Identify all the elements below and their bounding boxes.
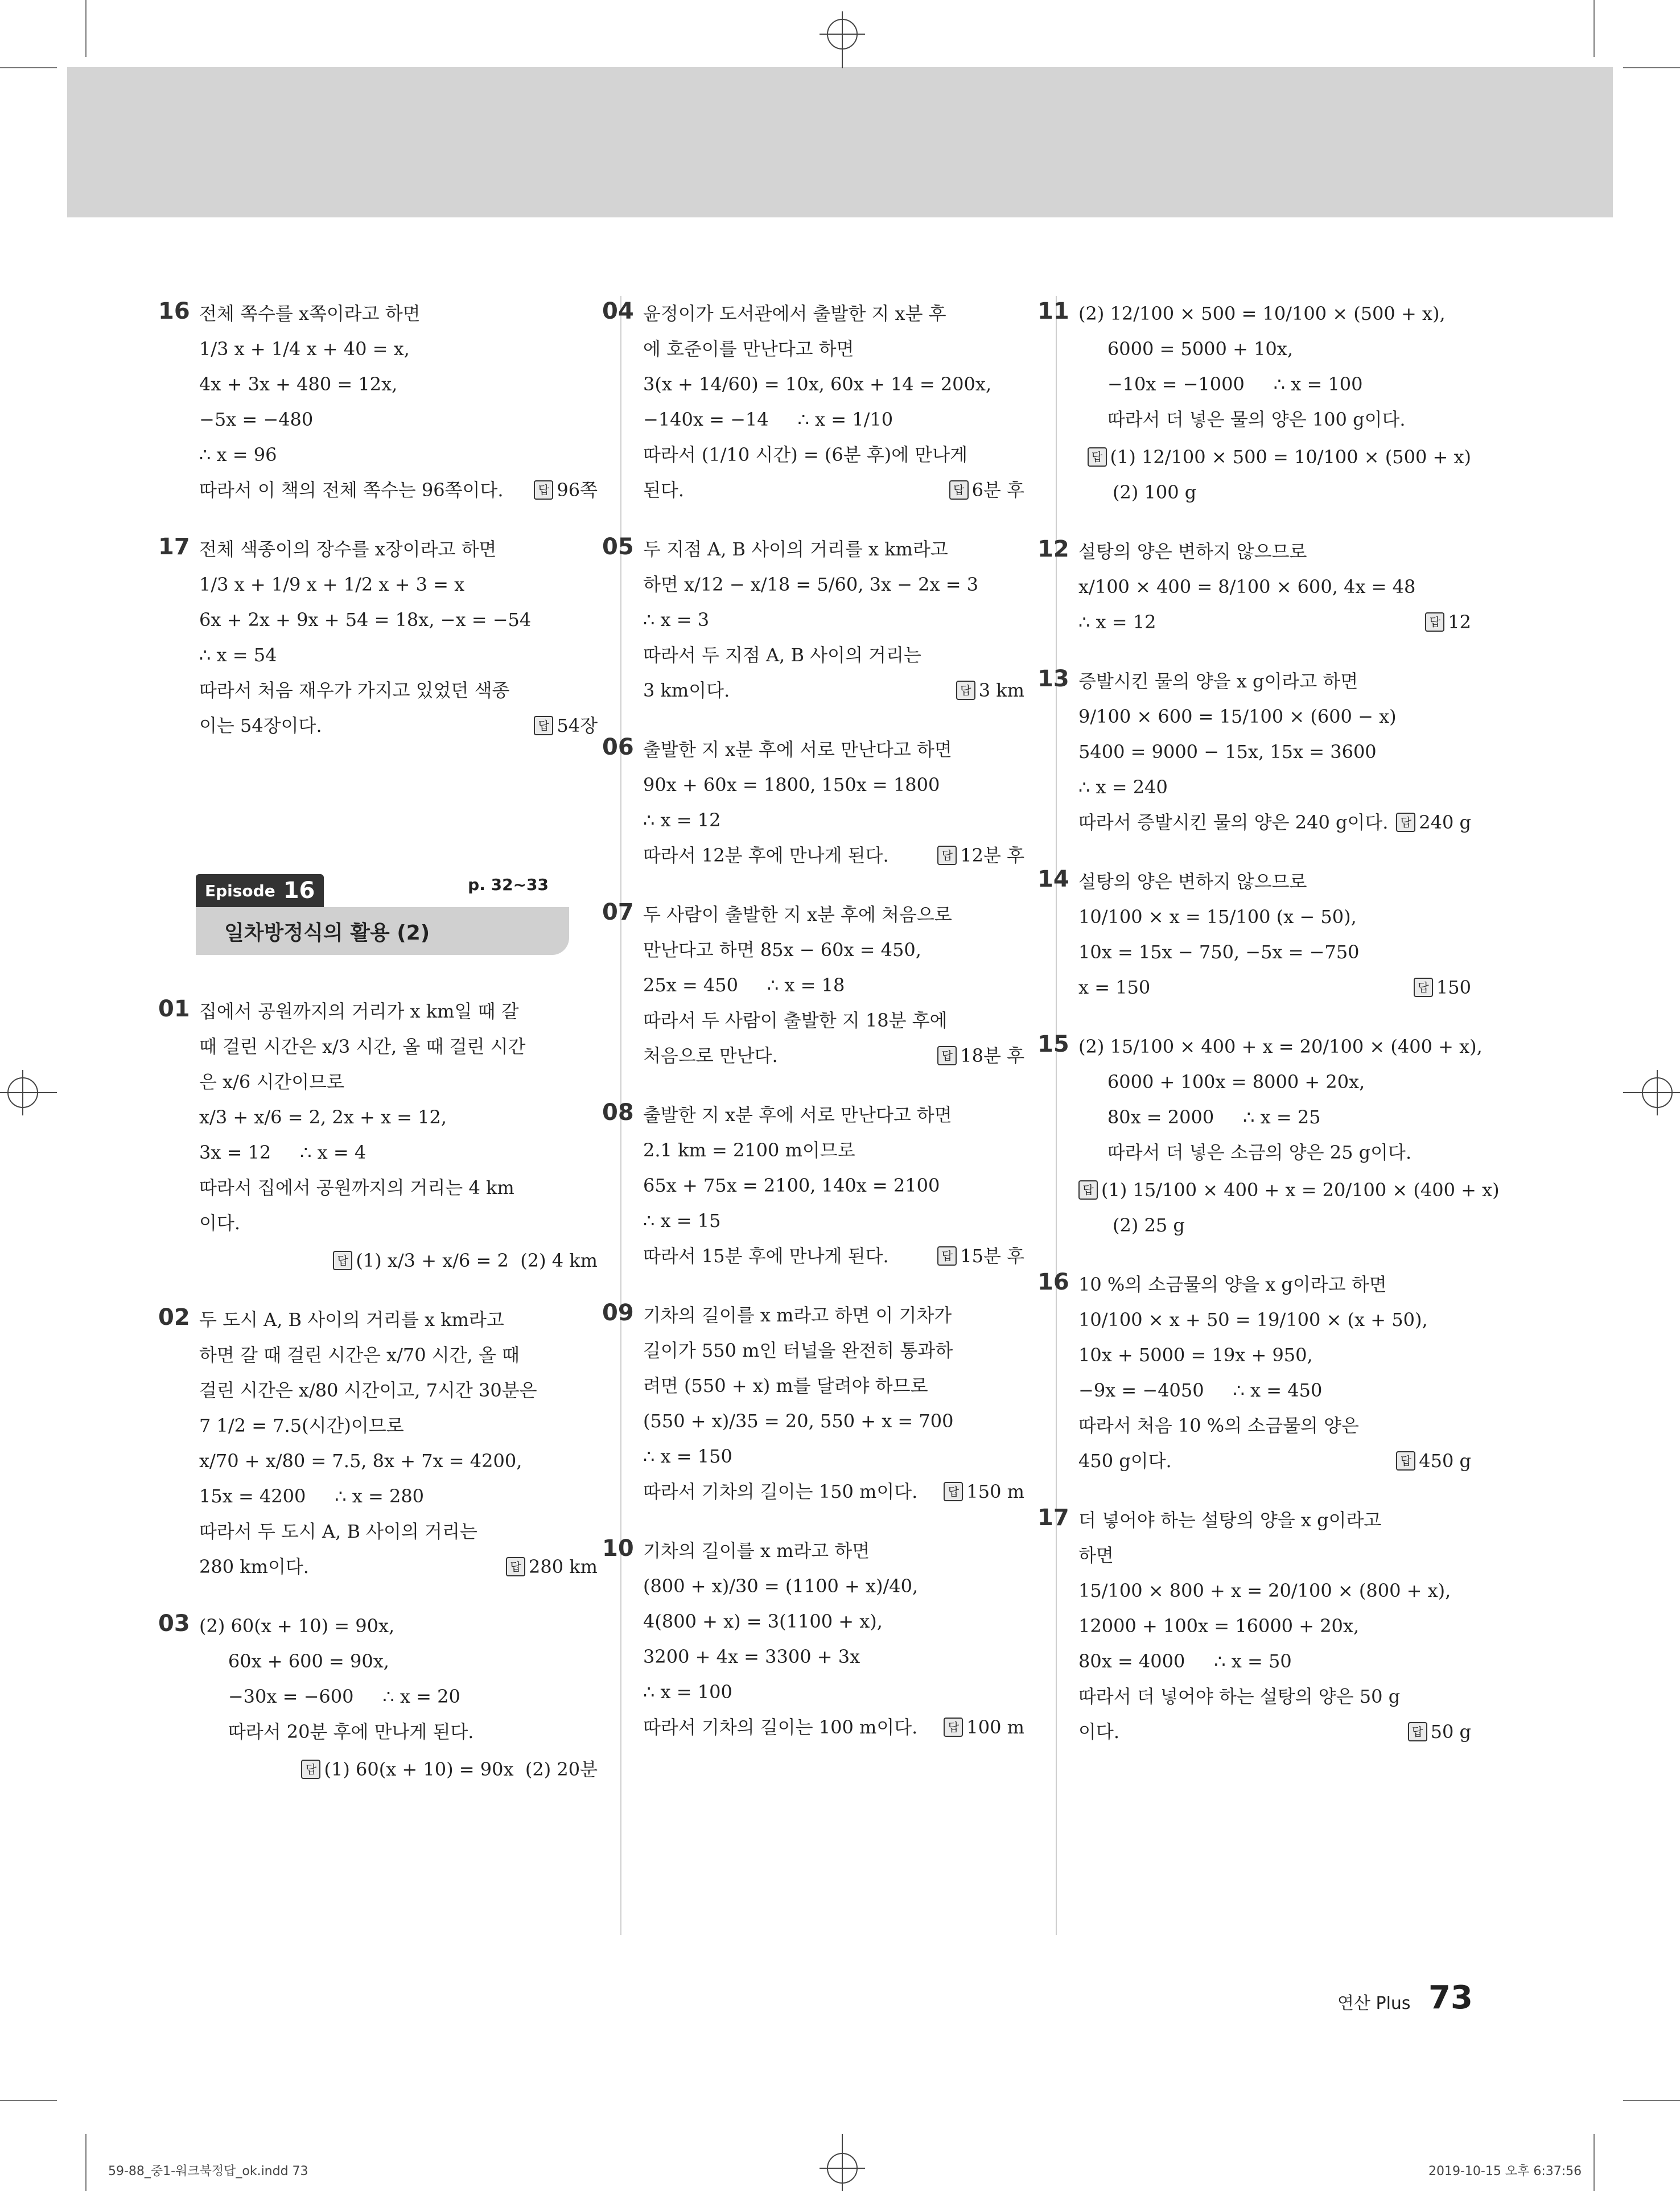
answer [937,1038,1024,1073]
solution-line: −9x = −4050 ∴ x = 450 [1078,1379,1323,1401]
solution-line: (2) 12/100 × 500 = 10/100 × (500 + x), [1078,303,1446,324]
solution-line: 10x + 5000 = 19x + 950, [1078,1344,1313,1366]
solution-line [643,1474,1024,1509]
solution-line: ∴ x = 100 [643,1681,732,1703]
answer-icon: 답 [506,1557,525,1576]
episode-pages: p. 32~33 [468,875,549,894]
problem-number: 04 [602,298,634,324]
solution-line: 따라서 처음 재우가 가지고 있었던 색종 [199,679,510,701]
solution-line: 려면 (550 + x) m를 달려야 하므로 [643,1375,928,1397]
answer-text: 54장 [557,715,598,736]
solution-line: 6x + 2x + 9x + 54 = 18x, −x = −54 [199,609,532,631]
solution-line: 출발한 지 x분 후에 서로 만난다고 하면 [643,1104,952,1126]
solution-line: 10x = 15x − 750, −5x = −750 [1078,941,1360,963]
solution-line: −30x = −600 ∴ x = 20 [199,1686,460,1707]
solution-line: −140x = −14 ∴ x = 1/10 [643,409,893,430]
episode-number: 16 [283,878,315,904]
problem-number: 16 [158,298,190,324]
problem-number: 01 [158,996,190,1022]
solution-line: 따라서 20분 후에 만나게 된다. [199,1721,474,1743]
solution-line: 에 호준이를 만난다고 하면 [643,338,854,360]
solution-line [1078,805,1471,840]
solution-line: 12000 + 100x = 16000 + 20x, [1078,1615,1360,1637]
solution-line: 길이가 550 m인 터널을 완전히 통과하 [643,1340,953,1361]
solution-line: 걸린 시간은 x/80 시간이고, 7시간 30분은 [199,1379,537,1401]
problem [1037,664,1471,840]
column-left [158,296,598,1811]
solution-line: 설탕의 양은 변하지 않으므로 [1078,541,1307,562]
solution-line: x/70 + x/80 = 7.5, 8x + 7x = 4200, [199,1450,522,1472]
problem-group-episode [158,994,598,1787]
problem-number: 15 [1037,1031,1069,1057]
solution-line: 3(x + 14/60) = 10x, 60x + 14 = 200x, [643,373,992,395]
answer-text: 12분 후 [960,845,1024,866]
problem-group-top [158,296,598,743]
registration-mark-bottom [820,2134,865,2191]
solution-line [199,472,598,508]
answer-icon: 답 [1396,1451,1415,1471]
problem-number: 12 [1037,536,1069,562]
solution-line: 9/100 × 600 = 15/100 × (600 − x) [1078,706,1397,727]
answer-icon: 답 [944,1718,963,1737]
solution-line: 15/100 × 800 + x = 20/100 × (800 + x), [1078,1580,1451,1601]
problem [602,1533,1024,1745]
solution-text: 이는 54장이다. [199,715,322,736]
problem [158,1608,598,1787]
problem [158,532,598,743]
solution-line: 기차의 길이를 x m라고 하면 이 기차가 [643,1304,952,1326]
answer-icon: 답 [534,716,553,735]
solution-text: 따라서 기차의 길이는 150 m이다. [643,1481,918,1502]
problem [602,1097,1024,1274]
solution-line [199,708,598,743]
page-number: 73 [1428,1979,1473,2016]
solution-text: 450 g이다. [1078,1450,1172,1472]
solution-line: 65x + 75x = 2100, 140x = 2100 [643,1175,940,1196]
solution-line: 하면 x/12 − x/18 = 5/60, 3x − 2x = 3 [643,574,979,595]
problem-number: 08 [602,1099,634,1126]
answer-icon: 답 [1414,978,1433,997]
solution-text: 따라서 15분 후에 만나게 된다. [643,1245,889,1267]
solution-line: 전체 색종이의 장수를 x장이라고 하면 [199,538,497,560]
print-slug-date: 2019-10-15 오후 6:37:56 [1428,2164,1582,2178]
solution-line: 이다. [199,1212,240,1234]
episode-title: 일차방정식의 활용 (2) [196,907,569,955]
solution-line: 3200 + 4x = 3300 + 3x [643,1646,860,1667]
solution-line [199,1549,598,1584]
episode-tag [196,874,324,907]
answer [1414,970,1471,1005]
answer [534,708,598,743]
answer [301,1752,598,1787]
solution-text: 따라서 증발시킨 물의 양은 240 g이다. [1078,812,1389,833]
answer-text: 100 m [966,1716,1024,1738]
answer-text: 6분 후 [971,479,1024,501]
answer [1088,439,1471,475]
column-middle [602,296,1024,1769]
solution-line: 두 사람이 출발한 지 x분 후에 처음으로 [643,904,952,925]
problem-number: 16 [1037,1269,1069,1295]
answer-text: 150 [1436,977,1471,998]
problem-number: 17 [1037,1505,1069,1531]
problem-number: 03 [158,1611,190,1637]
solution-line: 윤정이가 도서관에서 출발한 지 x분 후 [643,303,946,324]
answer-icon: 답 [333,1251,352,1270]
problem [602,897,1024,1073]
answer-text: 12 [1448,611,1471,633]
solution-line: 전체 쪽수를 x쪽이라고 하면 [199,303,421,324]
answer-line-2: (2) 100 g [1113,481,1197,503]
answer-line [1078,437,1471,475]
solution-line: 따라서 더 넣어야 하는 설탕의 양은 50 g [1078,1686,1401,1707]
answer [1408,1714,1471,1749]
answer-line [1078,1170,1500,1208]
solution-line: 90x + 60x = 1800, 150x = 1800 [643,774,940,796]
solution-line: 은 x/6 시간이므로 [199,1071,345,1093]
answer [333,1243,598,1278]
answer-text: 150 m [966,1481,1024,1502]
solution-line: 집에서 공원까지의 거리가 x km일 때 갈 [199,1000,519,1022]
answer-icon: 답 [1396,813,1415,832]
answer-line [199,1241,598,1278]
solution-text: 따라서 기차의 길이는 100 m이다. [643,1716,918,1738]
solution-line [1078,1714,1471,1749]
solution-line [1078,970,1471,1005]
solution-line [643,472,1024,508]
solution-line: ∴ x = 12 [643,809,721,831]
problem [1037,1029,1500,1243]
solution-line [1078,604,1471,640]
solution-line: x/3 + x/6 = 2, 2x + x = 12, [199,1106,447,1128]
problem [158,994,598,1278]
solution-line: 따라서 (1/10 시간) = (6분 후)에 만나게 [643,444,968,466]
episode-label: Episode [205,881,275,900]
answer-text: 3 km [978,679,1024,701]
solution-line: 때 걸린 시간은 x/3 시간, 올 때 걸린 시간 [199,1036,526,1057]
solution-text: ∴ x = 12 [1078,611,1156,633]
problem-number: 10 [602,1535,634,1562]
crop-mark [1623,2100,1680,2101]
answer-text: 15분 후 [960,1245,1024,1267]
answer-icon: 답 [937,1046,957,1065]
answer [937,838,1024,873]
solution-line: 설탕의 양은 변하지 않으므로 [1078,871,1307,892]
solution-line: ∴ x = 54 [199,644,277,666]
solution-line: 2.1 km = 2100 m이므로 [643,1139,855,1161]
solution-text: 처음으로 만난다. [643,1045,778,1066]
problem [602,1298,1024,1509]
answer-icon: 답 [937,846,957,865]
answer-text: (1) 60(x + 10) = 90x (2) 20분 [324,1758,598,1780]
answer [506,1549,598,1584]
solution-line [1078,1443,1471,1478]
solution-line: ∴ x = 3 [643,609,710,631]
answer [534,472,598,508]
print-slug-file: 59-88_중1-워크북정답_ok.indd 73 [108,2164,308,2178]
solution-line: 25x = 450 ∴ x = 18 [643,974,845,996]
solution-line: 따라서 더 넣은 물의 양은 100 g이다. [1078,409,1406,430]
solution-line: 두 도시 A, B 사이의 거리를 x km라고 [199,1309,504,1331]
answer-icon: 답 [301,1760,320,1779]
problem [602,296,1024,508]
solution-text: 3 km이다. [643,679,730,701]
crop-mark [1623,67,1680,68]
crop-mark [1593,0,1595,57]
answer-icon: 답 [949,480,969,500]
problem-number: 11 [1037,298,1069,324]
answer-text: (1) x/3 + x/6 = 2 (2) 4 km [356,1250,598,1271]
solution-line: 따라서 더 넣은 소금의 양은 25 g이다. [1078,1142,1412,1163]
solution-line: 하면 [1078,1545,1114,1566]
answer-line-2: (2) 25 g [1113,1214,1185,1236]
answer-icon: 답 [1425,612,1444,632]
solution-line: 60x + 600 = 90x, [199,1650,389,1672]
solution-line: (550 + x)/35 = 20, 550 + x = 700 [643,1410,954,1432]
solution-line: 80x = 2000 ∴ x = 25 [1078,1106,1321,1128]
answer-icon: 답 [937,1246,957,1266]
problem-number: 17 [158,534,190,560]
solution-text: 따라서 12분 후에 만나게 된다. [643,845,889,866]
solution-line: 따라서 처음 10 %의 소금물의 양은 [1078,1415,1359,1436]
crop-mark [85,2134,87,2191]
answer-icon: 답 [1408,1722,1427,1741]
footer-book-label: 연산 Plus [1337,1994,1411,2013]
answer [949,472,1024,508]
answer-text: 18분 후 [960,1045,1024,1066]
solution-line: ∴ x = 15 [643,1210,721,1232]
solution-line: ∴ x = 96 [199,444,277,466]
problem [1037,1502,1471,1749]
answer-icon: 답 [1088,447,1107,467]
solution-line: ∴ x = 240 [1078,776,1168,798]
problem [602,732,1024,873]
answer-text: 280 km [529,1556,598,1578]
answer-icon: 답 [944,1482,963,1501]
solution-line: (800 + x)/30 = (1100 + x)/40, [643,1575,919,1597]
answer [1425,604,1471,640]
problem [158,296,598,508]
problem-number: 14 [1037,866,1069,892]
problem [1037,864,1471,1005]
solution-line: 15x = 4200 ∴ x = 280 [199,1485,425,1507]
problem-number: 05 [602,534,634,560]
solution-line: (2) 60(x + 10) = 90x, [199,1615,395,1637]
solution-text: 이다. [1078,1721,1119,1743]
solution-line: 4(800 + x) = 3(1100 + x), [643,1611,883,1632]
solution-line [643,1238,1024,1274]
solution-text: 된다. [643,479,684,501]
column-right [1037,296,1500,1773]
answer-text: 450 g [1419,1450,1471,1472]
registration-mark-top [820,11,865,68]
registration-mark-left [0,1070,57,1115]
solution-line: 따라서 두 도시 A, B 사이의 거리는 [199,1521,477,1542]
problem-number: 09 [602,1300,634,1326]
solution-text: 따라서 이 책의 전체 쪽수는 96쪽이다. [199,479,504,501]
answer [1396,805,1471,840]
solution-line: 따라서 집에서 공원까지의 거리는 4 km [199,1177,514,1199]
solution-line: 만난다고 하면 85x − 60x = 450, [643,939,921,961]
solution-line: 출발한 지 x분 후에 서로 만난다고 하면 [643,739,952,760]
answer [1078,1172,1500,1208]
answer-text: (1) 12/100 × 500 = 10/100 × (500 + x) [1110,446,1471,468]
solution-line: 1/3 x + 1/4 x + 40 = x, [199,338,410,360]
solution-line: 7 1/2 = 7.5(시간)이므로 [199,1415,404,1436]
solution-text: 280 km이다. [199,1556,309,1578]
solution-line: 10/100 × x + 50 = 19/100 × (x + 50), [1078,1309,1428,1331]
crop-mark [0,2100,57,2101]
answer-icon: 답 [1078,1180,1098,1200]
solution-line: 더 넣어야 하는 설탕의 양을 x g이라고 [1078,1509,1382,1531]
solution-line: (2) 15/100 × 400 + x = 20/100 × (400 + x), [1078,1036,1483,1057]
crop-mark [85,0,87,57]
solution-line: 10/100 × x = 15/100 (x − 50), [1078,906,1357,928]
solution-line: ∴ x = 150 [643,1445,732,1467]
problem [602,532,1024,708]
answer-text: 240 g [1419,812,1471,833]
answer-line [199,1749,598,1787]
crop-mark [1593,2134,1595,2191]
answer [956,673,1024,708]
solution-line: 따라서 두 사람이 출발한 지 18분 후에 [643,1010,948,1031]
solution-line: 6000 = 5000 + 10x, [1078,338,1293,360]
solution-line: 4x + 3x + 480 = 12x, [199,373,398,395]
solution-line: 5400 = 9000 − 15x, 15x = 3600 [1078,741,1377,763]
answer-icon: 답 [534,480,553,500]
solution-line: x/100 × 400 = 8/100 × 600, 4x = 48 [1078,576,1416,598]
solution-line: −10x = −1000 ∴ x = 100 [1078,373,1363,395]
registration-mark-right [1623,1070,1680,1115]
solution-line: 10 %의 소금물의 양을 x g이라고 하면 [1078,1274,1387,1295]
solution-line: 기차의 길이를 x m라고 하면 [643,1540,870,1562]
problem [1037,1267,1471,1478]
solution-line: 1/3 x + 1/9 x + 1/2 x + 3 = x [199,574,465,595]
answer [944,1710,1024,1745]
answer [944,1474,1024,1509]
solution-line: 증발시킨 물의 양을 x g이라고 하면 [1078,670,1358,692]
problem [1037,534,1471,640]
answer [1396,1443,1471,1478]
answer-icon: 답 [956,681,975,700]
problem-number: 07 [602,899,634,925]
solution-line: 하면 갈 때 걸린 시간은 x/70 시간, 올 때 [199,1344,520,1366]
problem-number: 13 [1037,666,1069,692]
solution-line: 6000 + 100x = 8000 + 20x, [1078,1071,1365,1093]
solution-line: −5x = −480 [199,409,314,430]
solution-line: 80x = 4000 ∴ x = 50 [1078,1650,1292,1672]
problem [1037,296,1471,510]
answer-text: (1) 15/100 × 400 + x = 20/100 × (400 + x) [1101,1179,1500,1201]
solution-line [643,838,1024,873]
answer [937,1238,1024,1274]
solution-line [643,1038,1024,1073]
answer-text: 96쪽 [557,479,598,501]
crop-mark [0,67,57,68]
solution-line [643,673,1024,708]
episode-header [196,874,571,959]
answer-text: 50 g [1430,1721,1471,1743]
solution-line: 따라서 두 지점 A, B 사이의 거리는 [643,644,921,666]
solution-line: 두 지점 A, B 사이의 거리를 x km라고 [643,538,948,560]
solution-line: 3x = 12 ∴ x = 4 [199,1142,367,1163]
problem [158,1302,598,1584]
solution-line [643,1710,1024,1745]
problem-number: 02 [158,1304,190,1331]
solution-text: x = 150 [1078,977,1151,998]
header-gray-band [67,67,1613,217]
problem-number: 06 [602,734,634,760]
